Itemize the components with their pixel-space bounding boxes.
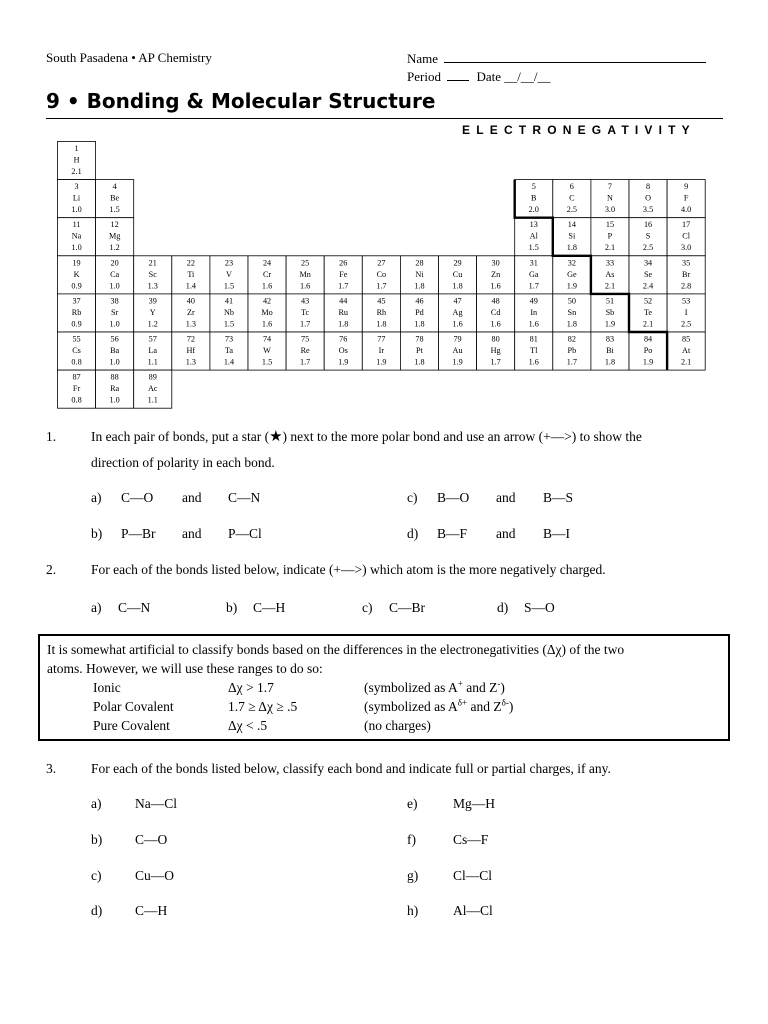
- atomic-number: 44: [339, 296, 348, 306]
- bond-symbol: (symbolized as $A^{\delta+}$ and $Z^{\delta-}$): [364, 697, 514, 714]
- electronegativity-value: 1.7: [300, 357, 311, 367]
- element-symbol: Bi: [606, 346, 614, 355]
- atomic-number: 14: [567, 220, 576, 230]
- box-intro-1: It is somewhat artificial to classify bonds based on the differences in the electronegativities (Δχ) of the two: [47, 642, 625, 657]
- element-symbol: Ga: [528, 269, 539, 279]
- element-symbol: Ti: [187, 269, 195, 279]
- and-word: and: [496, 490, 516, 505]
- q3-prompt: For each of the bonds listed below, classify each bond and indicate full or partial charges, if any.: [91, 761, 611, 776]
- element-symbol: Cd: [490, 307, 501, 317]
- electronegativity-value: 1.6: [452, 319, 463, 329]
- element-symbol: Ni: [415, 269, 424, 279]
- atomic-number: 19: [72, 258, 81, 268]
- bond: Cl—Cl: [453, 868, 493, 883]
- element-symbol: Pt: [416, 346, 423, 355]
- bond: B—S: [543, 490, 574, 505]
- element-symbol: Zn: [491, 269, 501, 279]
- element-symbol: K: [73, 269, 80, 279]
- element-symbol: Al: [529, 231, 538, 241]
- bond: C—H: [253, 600, 286, 615]
- electronegativity-value: 1.8: [414, 281, 425, 291]
- electronegativity-value: 1.8: [566, 319, 577, 329]
- electronegativity-value: 1.2: [147, 319, 158, 329]
- element-symbol: O: [645, 193, 652, 203]
- atomic-number: 5: [531, 182, 536, 192]
- element-symbol: Ca: [110, 269, 120, 279]
- atomic-number: 29: [453, 258, 462, 268]
- school-course: South Pasadena • AP Chemistry: [46, 50, 212, 65]
- element-symbol: P: [607, 231, 613, 241]
- element-symbol: Ac: [147, 384, 158, 394]
- q3-item-d: [91, 903, 167, 919]
- bond: B—O: [437, 490, 470, 505]
- atomic-number: 53: [682, 296, 691, 306]
- electronegativity-value: 1.0: [71, 205, 82, 215]
- atomic-number: 1: [74, 144, 79, 153]
- section-subtitle: ELECTRONEGATIVITY: [462, 123, 696, 137]
- electronegativity-value: 2.4: [642, 281, 654, 291]
- element-symbol: As: [605, 269, 615, 279]
- q2-item-b: [226, 600, 285, 616]
- element-symbol: C: [569, 193, 575, 203]
- element-symbol: Po: [643, 346, 653, 355]
- q1-text-a: In each pair of bonds, put a star (: [91, 429, 270, 444]
- element-symbol: Ru: [338, 307, 349, 317]
- atomic-number: 22: [186, 258, 195, 268]
- element-symbol: Ge: [567, 269, 577, 279]
- electronegativity-value: 3.5: [642, 205, 654, 215]
- electronegativity-value: 1.7: [338, 281, 349, 291]
- q2-item-d: [497, 600, 555, 616]
- element-symbol: In: [530, 307, 538, 317]
- q1-item-d: [407, 526, 570, 542]
- box-intro-2: atoms. However, we will use these ranges to do so:: [47, 661, 323, 676]
- electronegativity-value: 1.8: [376, 319, 387, 329]
- q2-number: 2.: [46, 562, 57, 577]
- electronegativity-value: 1.3: [185, 319, 196, 329]
- atomic-number: 39: [148, 296, 157, 306]
- bond: P—Br: [121, 526, 156, 541]
- electronegativity-value: 1.0: [109, 319, 120, 329]
- electronegativity-value: 1.9: [604, 319, 616, 329]
- electronegativity-value: 1.0: [71, 243, 82, 253]
- electronegativity-value: 1.7: [490, 357, 501, 367]
- element-symbol: Pd: [415, 307, 424, 317]
- bond: C—O: [121, 490, 154, 505]
- item-label: c): [91, 868, 102, 883]
- element-symbol: N: [606, 193, 613, 203]
- q3-item-f: [407, 832, 488, 848]
- electronegativity-value: 2.1: [71, 167, 82, 176]
- atomic-number: 40: [186, 296, 195, 306]
- electronegativity-value: 2.5: [642, 243, 654, 253]
- element-symbol: Hg: [490, 346, 501, 355]
- q3-item-h: [407, 903, 493, 919]
- electronegativity-value: 1.5: [261, 357, 273, 367]
- bond-symbol: (symbolized as A+ and Z-): [364, 678, 505, 695]
- electronegativity-value: 1.9: [566, 281, 577, 291]
- electronegativity-value: 2.1: [681, 357, 692, 367]
- item-label: e): [407, 796, 418, 811]
- q1-item-b: [91, 526, 262, 542]
- atomic-number: 45: [377, 296, 386, 306]
- atomic-number: 6: [569, 182, 574, 192]
- electronegativity-value: 1.0: [109, 395, 120, 405]
- bond: Na—Cl: [135, 796, 177, 811]
- element-symbol: S: [645, 231, 651, 241]
- q1-text-b: ) next to the more polar bond and use an arrow (+—>) to show the: [282, 429, 642, 444]
- atomic-number: 16: [643, 220, 653, 230]
- item-label: d): [497, 600, 509, 615]
- atomic-number: 32: [567, 258, 576, 268]
- electronegativity-value: 1.5: [528, 243, 539, 253]
- atomic-number: 84: [643, 334, 653, 344]
- q3-item-c: [91, 868, 174, 884]
- bond: B—F: [437, 526, 468, 541]
- element-symbol: W: [263, 346, 271, 355]
- atomic-number: 77: [377, 334, 386, 344]
- electronegativity-value: 1.5: [223, 281, 235, 291]
- atomic-number: 50: [567, 296, 576, 306]
- electronegativity-value: 1.3: [147, 281, 158, 291]
- box-row-polar: [47, 697, 728, 716]
- element-symbol: Co: [376, 269, 387, 279]
- element-symbol: Na: [71, 231, 82, 241]
- bond-range: 1.7 ≥ Δχ ≥ .5: [228, 699, 298, 714]
- element-symbol: Hf: [186, 346, 196, 355]
- atomic-number: 20: [110, 258, 119, 268]
- electronegativity-value: 1.1: [147, 357, 158, 367]
- q1-prompt: [91, 424, 731, 476]
- electronegativity-value: 0.8: [71, 395, 82, 405]
- q1-number: 1.: [46, 429, 57, 444]
- element-symbol: B: [531, 193, 537, 203]
- element-symbol: Fr: [72, 384, 81, 394]
- electronegativity-value: 1.6: [261, 319, 273, 329]
- element-symbol: Be: [110, 193, 120, 203]
- element-symbol: Mo: [261, 307, 273, 317]
- atomic-number: 13: [529, 220, 538, 230]
- atomic-number: 34: [643, 258, 653, 268]
- bond-type: Pure Covalent: [93, 718, 170, 733]
- electronegativity-value: 1.8: [414, 357, 425, 367]
- electronegativity-value: 1.6: [300, 281, 311, 291]
- page-title: 9 • Bonding & Molecular Structure: [46, 89, 436, 113]
- electronegativity-value: 1.4: [223, 357, 235, 367]
- atomic-number: 89: [148, 372, 157, 382]
- item-label: b): [226, 600, 238, 615]
- electronegativity-value: 2.0: [528, 205, 539, 215]
- element-symbol: Cr: [262, 269, 272, 279]
- atomic-number: 75: [301, 334, 310, 344]
- period-label: Period: [407, 69, 441, 84]
- element-symbol: Se: [643, 269, 653, 279]
- atomic-number: 8: [646, 182, 651, 192]
- bond-range: Δχ < .5: [228, 718, 268, 733]
- q3-number: 3.: [46, 761, 57, 776]
- element-symbol: Mn: [299, 269, 311, 279]
- atomic-number: 12: [110, 220, 119, 230]
- item-label: c): [407, 490, 418, 505]
- atomic-number: 42: [262, 296, 272, 306]
- element-symbol: H: [73, 155, 80, 165]
- atomic-number: 80: [491, 334, 500, 344]
- electronegativity-value: 1.9: [452, 357, 463, 367]
- element-symbol: Ta: [224, 346, 233, 355]
- electronegativity-value: 1.7: [376, 281, 387, 291]
- atomic-number: 46: [415, 296, 424, 306]
- and-word: and: [496, 526, 516, 541]
- atomic-number: 24: [262, 258, 272, 268]
- electronegativity-value: 1.7: [566, 357, 577, 367]
- element-symbol: Sn: [567, 307, 577, 317]
- electronegativity-value: 2.1: [642, 319, 654, 329]
- electronegativity-value: 1.9: [338, 357, 349, 367]
- atomic-number: 25: [301, 258, 310, 268]
- electronegativity-value: 4.0: [681, 205, 692, 215]
- electronegativity-value: 1.5: [223, 319, 235, 329]
- electronegativity-value: 2.1: [604, 281, 616, 291]
- element-symbol: Ir: [378, 346, 385, 355]
- element-symbol: Ba: [110, 346, 120, 355]
- electronegativity-value: 1.9: [376, 357, 387, 367]
- atomic-number: 76: [339, 334, 348, 344]
- atomic-number: 9: [684, 182, 689, 192]
- q2-item-c: [362, 600, 425, 616]
- element-symbol: Sb: [605, 307, 615, 317]
- electronegativity-value: 0.9: [71, 281, 82, 291]
- q3-item-g: [407, 868, 492, 884]
- electronegativity-value: 2.8: [681, 281, 692, 291]
- atomic-number: 7: [607, 182, 612, 192]
- bond: C—O: [135, 832, 168, 847]
- atomic-number: 21: [148, 258, 157, 268]
- item-label: a): [91, 490, 102, 505]
- bond: Al—Cl: [453, 903, 493, 918]
- element-symbol: Sc: [148, 269, 157, 279]
- element-symbol: Mg: [108, 231, 121, 241]
- electronegativity-value: 0.9: [71, 319, 82, 329]
- element-symbol: Ra: [110, 384, 120, 394]
- atomic-number: 72: [186, 334, 195, 344]
- q1-text-c: direction of polarity in each bond.: [91, 455, 275, 470]
- atomic-number: 28: [415, 258, 424, 268]
- star-icon: ★: [269, 429, 283, 445]
- bond: Mg—H: [453, 796, 496, 811]
- atomic-number: 49: [529, 296, 538, 306]
- atomic-number: 31: [529, 258, 538, 268]
- electronegativity-value: 1.1: [147, 395, 158, 405]
- item-label: f): [407, 832, 416, 847]
- q1-item-a: [91, 490, 260, 506]
- atomic-number: 33: [605, 258, 615, 268]
- bond: Cu—O: [135, 868, 175, 883]
- atomic-number: 35: [682, 258, 691, 268]
- electronegativity-value: 2.5: [566, 205, 577, 215]
- bond-symbol: (no charges): [364, 718, 431, 733]
- bond: S—O: [524, 600, 555, 615]
- element-symbol: Fe: [339, 269, 348, 279]
- element-symbol: Br: [682, 269, 691, 279]
- atomic-number: 3: [74, 182, 79, 192]
- element-symbol: Li: [72, 193, 81, 203]
- electronegativity-value: 1.8: [566, 243, 577, 253]
- bond: C—H: [135, 903, 168, 918]
- electronegativity-value: 3.0: [604, 205, 616, 215]
- atomic-number: 48: [491, 296, 500, 306]
- element-symbol: Sr: [111, 307, 119, 317]
- electronegativity-value: 1.5: [109, 205, 120, 215]
- atomic-number: 57: [148, 334, 157, 344]
- atomic-number: 74: [262, 334, 272, 344]
- element-symbol: Rb: [71, 307, 82, 317]
- box-row-pure: [47, 716, 728, 735]
- electronegativity-value: 2.5: [681, 319, 692, 329]
- bond: C—N: [228, 490, 261, 505]
- element-symbol: V: [225, 269, 232, 279]
- atomic-number: 78: [415, 334, 424, 344]
- element-symbol: Rh: [376, 307, 387, 317]
- and-word: and: [182, 526, 202, 541]
- atomic-number: 56: [110, 334, 119, 344]
- atomic-number: 88: [110, 372, 119, 382]
- electronegativity-value: 1.0: [109, 281, 120, 291]
- atomic-number: 4: [112, 182, 117, 192]
- electronegativity-value: 3.0: [681, 243, 692, 253]
- q1-item-c: [407, 490, 573, 506]
- atomic-number: 85: [682, 334, 691, 344]
- atomic-number: 81: [529, 334, 538, 344]
- electronegativity-value: 1.2: [109, 243, 120, 253]
- q3-item-b: [91, 832, 167, 848]
- electronegativity-value: 1.6: [490, 319, 501, 329]
- element-symbol: Pb: [567, 346, 577, 355]
- atomic-number: 82: [567, 334, 576, 344]
- bond-range: Δχ > 1.7: [228, 680, 274, 695]
- atomic-number: 43: [301, 296, 310, 306]
- element-symbol: Cu: [452, 269, 463, 279]
- electronegativity-value: 1.7: [528, 281, 539, 291]
- electronegativity-value: 1.8: [414, 319, 425, 329]
- element-symbol: Tl: [530, 346, 538, 355]
- atomic-number: 47: [453, 296, 462, 306]
- electronegativity-value: 2.1: [604, 243, 616, 253]
- bond: C—N: [118, 600, 151, 615]
- name-label: Name: [407, 51, 439, 66]
- element-symbol: I: [684, 307, 688, 317]
- element-symbol: Nb: [223, 307, 234, 317]
- atomic-number: 37: [72, 296, 81, 306]
- atomic-number: 27: [377, 258, 386, 268]
- periodic-table: [0, 0, 768, 410]
- electronegativity-value: 1.8: [604, 357, 616, 367]
- electronegativity-value: 1.6: [528, 357, 539, 367]
- element-symbol: Os: [338, 346, 348, 355]
- atomic-number: 51: [605, 296, 615, 306]
- electronegativity-value: 1.6: [261, 281, 273, 291]
- element-symbol: At: [682, 346, 691, 355]
- bond: C—Br: [389, 600, 426, 615]
- atomic-number: 15: [605, 220, 615, 230]
- atomic-number: 17: [682, 220, 691, 230]
- electronegativity-value: 1.9: [642, 357, 654, 367]
- element-symbol: Y: [149, 307, 156, 317]
- electronegativity-value: 1.8: [338, 319, 349, 329]
- element-symbol: Tc: [301, 307, 310, 317]
- atomic-number: 83: [605, 334, 615, 344]
- classification-box: [38, 634, 730, 741]
- bond-type: Ionic: [93, 680, 121, 695]
- element-symbol: La: [148, 346, 158, 355]
- q2-prompt: For each of the bonds listed below, indicate (+—>) which atom is the more negatively charged.: [91, 562, 606, 577]
- bond-type: Polar Covalent: [93, 699, 174, 714]
- electronegativity-value: 1.3: [185, 357, 196, 367]
- electronegativity-value: 0.8: [71, 357, 82, 367]
- item-label: h): [407, 903, 419, 918]
- item-label: g): [407, 868, 419, 883]
- electronegativity-value: 1.6: [490, 281, 501, 291]
- item-label: d): [91, 903, 103, 918]
- electronegativity-value: 1.8: [452, 281, 463, 291]
- item-label: b): [91, 832, 103, 847]
- element-symbol: Zr: [186, 307, 195, 317]
- item-label: c): [362, 600, 373, 615]
- atomic-number: 73: [224, 334, 234, 344]
- electronegativity-value: 1.0: [109, 357, 120, 367]
- element-symbol: Cl: [682, 231, 691, 241]
- item-label: b): [91, 526, 103, 541]
- atomic-number: 23: [224, 258, 234, 268]
- element-symbol: Te: [644, 307, 653, 317]
- element-symbol: F: [683, 193, 689, 203]
- electronegativity-value: 1.4: [185, 281, 196, 291]
- atomic-number: 87: [72, 372, 81, 382]
- q2-item-a: [91, 600, 150, 616]
- element-symbol: Au: [452, 346, 463, 355]
- atomic-number: 26: [339, 258, 348, 268]
- date-blank[interactable]: __/__/__: [504, 69, 551, 84]
- atomic-number: 55: [72, 334, 81, 344]
- item-label: a): [91, 600, 102, 615]
- atomic-number: 11: [72, 220, 81, 230]
- q3-item-e: [407, 796, 495, 812]
- atomic-number: 30: [491, 258, 500, 268]
- element-symbol: Si: [568, 231, 576, 241]
- item-label: a): [91, 796, 102, 811]
- date-label: Date: [476, 69, 501, 84]
- box-row-ionic: [47, 678, 728, 697]
- atomic-number: 38: [110, 296, 119, 306]
- element-symbol: Re: [300, 346, 310, 355]
- bond: P—Cl: [228, 526, 262, 541]
- element-symbol: Cs: [72, 346, 81, 355]
- electronegativity-value: 1.7: [300, 319, 311, 329]
- item-label: d): [407, 526, 419, 541]
- atomic-number: 79: [453, 334, 462, 344]
- q3-item-a: [91, 796, 177, 812]
- atomic-number: 41: [224, 296, 234, 306]
- bond: B—I: [543, 526, 570, 541]
- atomic-number: 52: [643, 296, 653, 306]
- electronegativity-value: 1.6: [528, 319, 539, 329]
- bond: Cs—F: [453, 832, 489, 847]
- and-word: and: [182, 490, 202, 505]
- element-symbol: Ag: [452, 307, 463, 317]
